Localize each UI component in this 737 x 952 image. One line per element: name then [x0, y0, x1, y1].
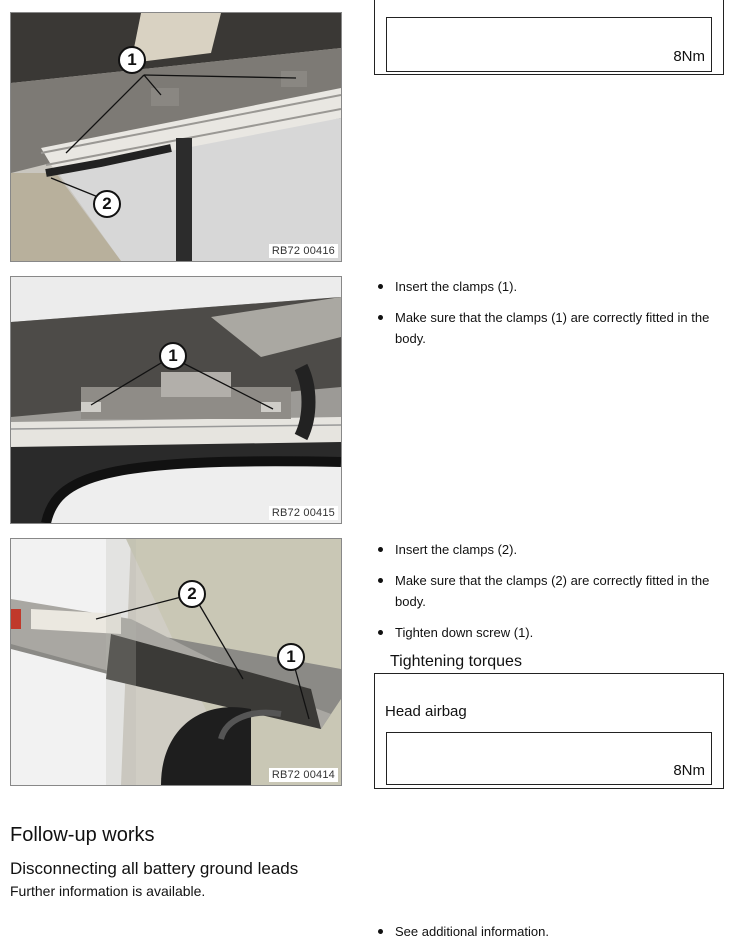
instruction-item: Insert the clamps (2). [375, 539, 725, 560]
photo-1-illustration [11, 13, 341, 261]
instruction-item: Tighten down screw (1). [375, 622, 725, 643]
callout-1: 1 [159, 342, 187, 370]
callout-2: 2 [178, 580, 206, 608]
followup-heading: Follow-up works [10, 824, 155, 846]
callout-2: 2 [93, 190, 121, 218]
torque-value: 8Nm [673, 762, 705, 779]
top-torque-value: 8Nm [673, 48, 705, 65]
followup-info: Further information is available. [10, 883, 206, 899]
instruction-item[interactable]: See additional information. [375, 921, 725, 942]
callout-1: 1 [277, 643, 305, 671]
instruction-item: Make sure that the clamps (2) are correctly fitted in the body. [375, 570, 725, 612]
followup-instructions [375, 921, 725, 952]
photo-airbag-screw [10, 538, 342, 786]
top-torque-value-box [386, 17, 712, 72]
photo-clamps-inserted [10, 276, 342, 524]
instruction-item: Make sure that the clamps (1) are correctly fitted in the body. [375, 307, 725, 349]
step-1-instructions [375, 276, 725, 359]
image-reference-code: RB72 00414 [269, 768, 338, 782]
image-reference-code: RB72 00416 [269, 244, 338, 258]
torque-component-label: Head airbag [385, 703, 467, 720]
photo-2-illustration [11, 277, 341, 523]
photo-roof-frame-airbag [10, 12, 342, 262]
instruction-item: Insert the clamps (1). [375, 276, 725, 297]
tightening-torques-heading: Tightening torques [390, 653, 522, 670]
followup-subheading: Disconnecting all battery ground leads [10, 859, 299, 878]
callout-1: 1 [118, 46, 146, 74]
torque-value-box [386, 732, 712, 785]
step-2-instructions [375, 539, 725, 653]
image-reference-code: RB72 00415 [269, 506, 338, 520]
